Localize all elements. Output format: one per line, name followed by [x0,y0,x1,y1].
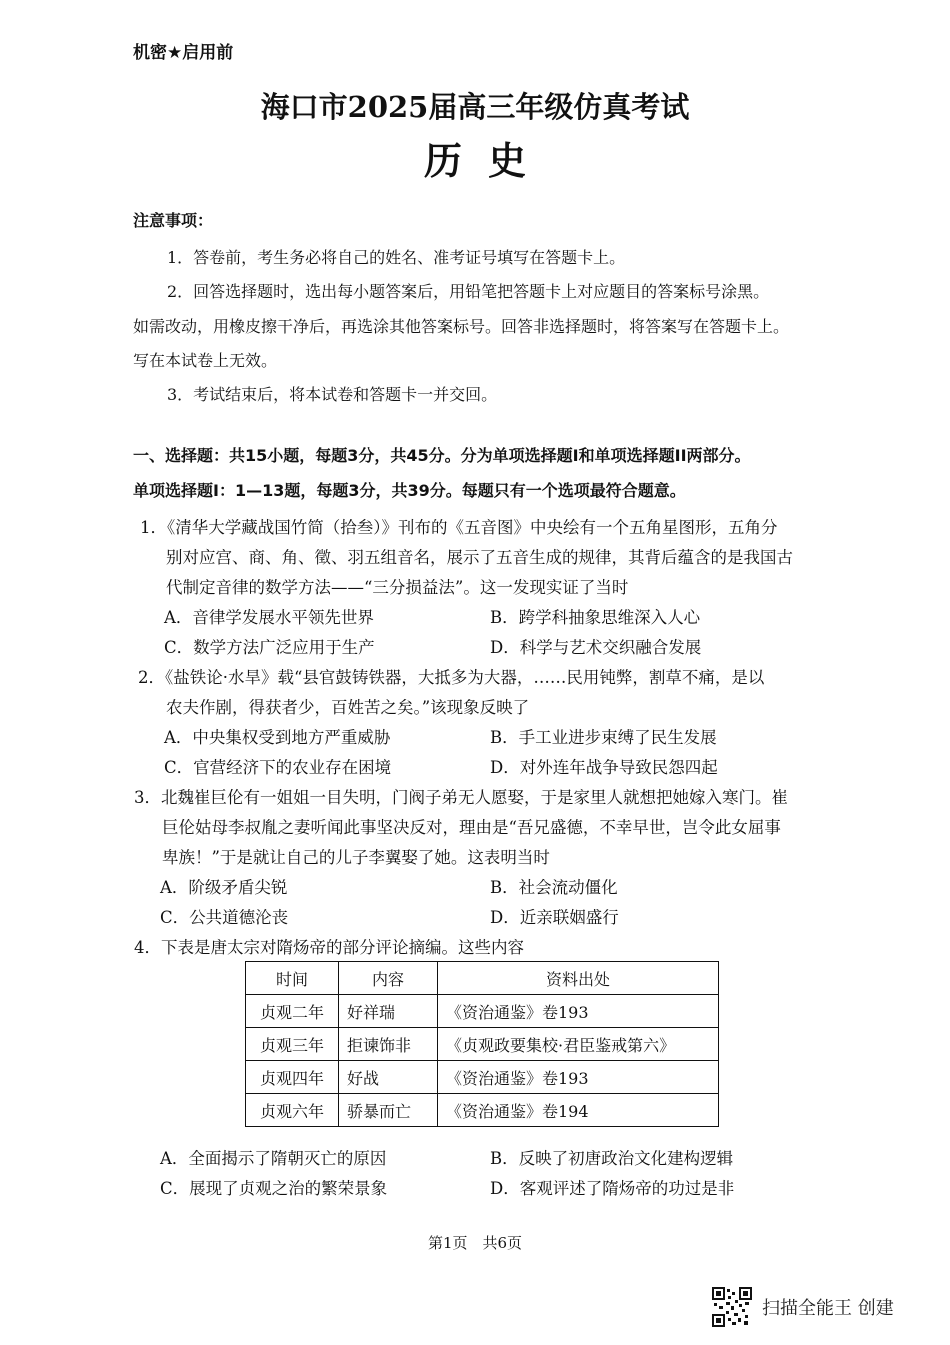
notice-item-2-cont: 如需改动，用橡皮擦干净后，再选涂其他答案标号。回答非选择题时，将答案写在答题卡上。 [133,317,790,336]
table-cell: 贞观三年 [246,1028,339,1061]
notice-item-3: 3．考试结束后，将本试卷和答题卡一并交回。 [167,385,498,404]
q2-option-a: A．中央集权受到地方严重威胁 [164,728,391,747]
table-cell: 好祥瑞 [339,995,438,1028]
q3-option-b: B．社会流动僵化 [490,878,618,897]
table-cell: 骄暴而亡 [339,1094,438,1127]
table-row [246,995,719,1028]
confidential-mark: 机密★启用前 [133,43,234,63]
q1-line-1: 1．《清华大学藏战国竹简（拾叁）》刊布的《五音图》中央绘有一个五角星图形，五角分 [140,518,778,537]
q1-option-a: A．音律学发展水平领先世界 [164,608,374,627]
q2-option-d: D．对外连年战争导致民怨四起 [490,758,718,777]
q3-line-3: 卑族！”于是就让自己的儿子李翼娶了她。这表明当时 [162,848,550,867]
scanner-watermark [712,1287,894,1327]
section-heading: 一、选择题：共15小题，每题3分，共45分。分为单项选择题I和单项选择题II两部分。 [133,446,751,465]
q2-option-c: C．官营经济下的农业存在困境 [164,758,392,777]
subject-title: 历史 [423,138,552,183]
table-cell: 《资治通鉴》卷193 [438,1061,719,1094]
table-header-cell: 时间 [246,962,339,995]
exam-title: 海口市2025届高三年级仿真考试 [260,90,690,124]
notice-heading: 注意事项： [133,211,214,230]
table-cell: 贞观二年 [246,995,339,1028]
q4-option-d: D．客观评述了隋炀帝的功过是非 [490,1179,735,1198]
table-row [246,1061,719,1094]
q1-option-b: B．跨学科抽象思维深入人心 [490,608,701,627]
table-header-cell: 资料出处 [438,962,719,995]
scanner-credit: 扫描全能王 创建 [762,1298,894,1319]
table-cell: 《资治通鉴》卷193 [438,995,719,1028]
notice-item-2: 2．回答选择题时，选出每小题答案后，用铅笔把答题卡上对应题目的答案标号涂黑。 [167,282,770,301]
q4-line-1: 4．下表是唐太宗对隋炀帝的部分评论摘编。这些内容 [134,938,524,957]
q2-line-1: 2．《盐铁论·水旱》载“县官鼓铸铁器，大抵多为大器，……民用钝弊，割草不痛，是以 [138,668,765,687]
q3-option-a: A．阶级矛盾尖锐 [160,878,288,897]
section-subheading: 单项选择题I：1—13题，每题3分，共39分。每题只有一个选项最符合题意。 [133,481,686,500]
notice-item-1: 1．答卷前，考生务必将自己的姓名、准考证号填写在答题卡上。 [167,248,626,267]
table-cell: 《资治通鉴》卷194 [438,1094,719,1127]
table-row [246,1094,719,1127]
q1-line-2: 别对应宫、商、角、徵、羽五组音名，展示了五音生成的规律，其背后蕴含的是我国古 [166,548,793,567]
notice-item-2-cont2: 写在本试卷上无效。 [133,351,278,370]
q4-option-a: A．全面揭示了隋朝灭亡的原因 [160,1149,387,1168]
table-header-cell: 内容 [339,962,438,995]
q3-line-1: 3．北魏崔巨伦有一姐姐一目失明，门阀子弟无人愿娶，于是家里人就想把她嫁入寒门。崔 [134,788,788,807]
table-cell: 拒谏饰非 [339,1028,438,1061]
q3-option-d: D．近亲联姻盛行 [490,908,619,927]
q3-line-2: 巨伦姑母李叔胤之妻听闻此事坚决反对，理由是“吾兄盛德，不幸早世，岂令此女屈事 [162,818,781,837]
q3-option-c: C．公共道德沦丧 [160,908,289,927]
q1-option-d: D．科学与艺术交织融合发展 [490,638,702,657]
table-row [246,1028,719,1061]
q2-line-2: 农夫作剧，得获者少，百姓苦之矣。”该现象反映了 [166,698,530,717]
table-header-row [246,962,719,995]
table-cell: 贞观六年 [246,1094,339,1127]
page-number: 第1页 共6页 [427,1234,523,1252]
history-table [245,961,719,1127]
q2-option-b: B．手工业进步束缚了民生发展 [490,728,717,747]
q4-option-c: C．展现了贞观之治的繁荣景象 [160,1179,388,1198]
q4-option-b: B．反映了初唐政治文化建构逻辑 [490,1149,734,1168]
q1-line-3: 代制定音律的数学方法——“三分损益法”。这一发现实证了当时 [166,578,629,597]
q1-option-c: C．数学方法广泛应用于生产 [164,638,375,657]
table-cell: 《贞观政要集校·君臣鉴戒第六》 [438,1028,719,1061]
table-cell: 贞观四年 [246,1061,339,1094]
table-cell: 好战 [339,1061,438,1094]
qr-code-icon [712,1287,752,1327]
